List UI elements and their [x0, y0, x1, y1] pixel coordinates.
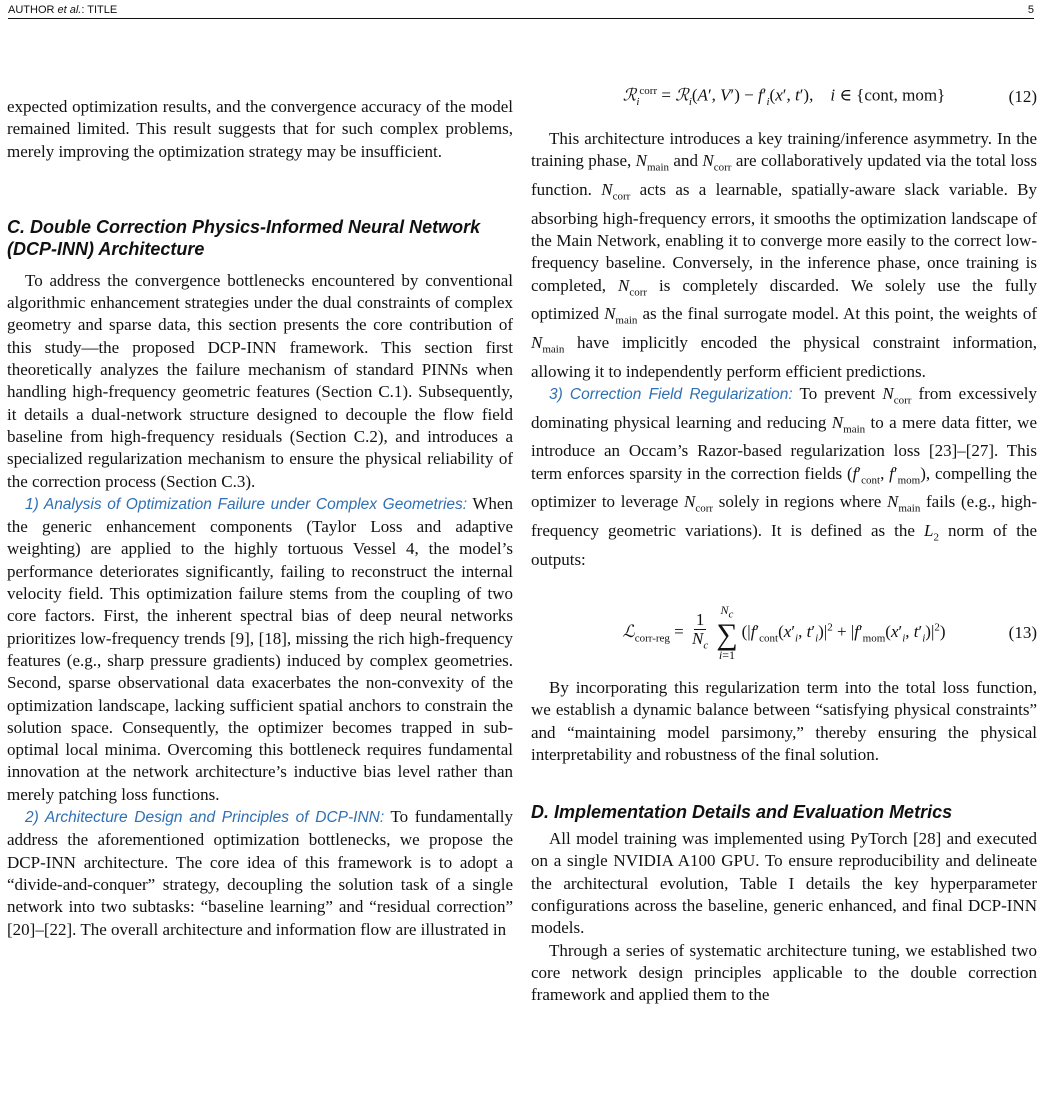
header-author-title — [8, 4, 117, 16]
paragraph-architecture-text: To fundamentally address the aforementioned optimization bottlenecks, we propose the DCP-INN architecture. The core idea of this framework is to adopt a “divide-and-conquer” strategy, decoupling the solution task of a single network into two subtasks: “baseline learning” and “residual correction” [20]–[22]. The overall architecture and information flow are illustrated in — [7, 807, 513, 939]
left-column — [7, 96, 513, 941]
paragraph-architecture — [7, 806, 513, 941]
subsection-title-2: 2) Architecture Design and Principles of DCP-INN: — [25, 809, 385, 827]
paragraph-analysis-text: When the generic enhancement components (Taylor Loss and adaptive weighting) are applied to the highly tortuous Vessel 4, the model’s performance deteriorates significantly, failing to reconstruct the internal velocity field. This optimization failure stems from the coupling of two core factors. First, the inherent spectral bias of deep neural networks prioritizes low-frequency trends [9], [18], missing the rich high-frequency features (e.g., sharp pressure gradients) induced by complex geometries. Second, sparse observational data exacerbates the non-convexity of the optimization landscape, lacking sufficient spatial anchors to constrain the solution space. Consequently, the optimizer becomes trapped in sub-optimal local minima. Overcoming this bottleneck requires fundamental innovation at the network architecture’s inductive bias level rather than merely patching loss functions. — [7, 493, 513, 804]
paragraph-balance: By incorporating this regularization term into the total loss function, we establish a dynamic balance between “satisfying physical constraints” and “maintaining model parsimony,” thereby ensuring the physical interpretability and robustness of the final solution. — [531, 677, 1037, 764]
header-etal: et al. — [57, 4, 82, 16]
paragraph-implementation: All model training was implemented using PyTorch [28] and executed on a single NVIDIA A100 GPU. To ensure reproducibility and delineate the architectural evolution, Table I details the key hyperparameter configurations across the baseline, generic enhanced, and final DCP-INN models. — [531, 829, 1037, 938]
page-number: 5 — [1027, 4, 1034, 16]
subsection-title-3: 3) Correction Field Regularization: — [549, 385, 793, 403]
paragraph-tuning: Through a series of systematic architecture tuning, we established two core network design principles applicable to the double correction framework and applied them to the — [531, 940, 1037, 1005]
equation-12-number: (12) — [1008, 87, 1037, 106]
subsection-title-1: 1) Analysis of Optimization Failure under Complex Geometries: — [25, 495, 468, 513]
header-title: : TITLE — [81, 4, 118, 16]
equation-12: ℛ$_i^{corr}$ = ℛ$_i$(A′, $V') - f'_i(x'$, t′), i ∈ {cont, mom} (12) — [622, 85, 1037, 109]
paragraph-regularization: 3) Correction Field Regularization: To prevent $N_{corr}$ from excessively dominating physical learning and reducing $N_{main}$ to a mere data fitter, we introduce an Occam’s Razor-based regularization loss [23]–[27]. This term enforces sparsity in the correction fields ($f'_{cont}$, $f'_{mom}$), compelling the optimizer to leverage $N_{corr}$ solely in regions where $N_{main}$ fails (e.g., high-frequency geometric variations). It is defined as the $L_2$ norm of the outputs: — [531, 383, 1038, 569]
header-author: AUTHOR — [8, 4, 58, 16]
paragraph-intro: To address the convergence bottlenecks encountered by conventional algorithmic enhancement strategies under the dual constraints of complex geometry and sparse data, this section presents the core contribution of this study—the proposed DCP-INN framework. This section first theoretically analyzes the failure mechanism of standard PINNs when handling high-frequency geometric features (Section C.1). Subsequently, it details a dual-network structure designed to decouple the flow field baseline from high-frequency residuals (Section C.2), and introduces a specialized regularization mechanism to ensure the physical reliability of the correction process (Section C.3). — [7, 270, 513, 491]
equation-13: ℒ$_{corr-reg}$ = $\frac{1}{N_c}$ $N_c$ ∑ i=1 ($|f'_{cont}(x'_i$, $t'_i)|^2 + |f'_{mom}(x'_i$, $t'_i)|^2$) (13) — [622, 602, 1037, 663]
equation-13-number: (13) — [1008, 622, 1037, 642]
paragraph-analysis — [7, 493, 513, 806]
paragraph-asymmetry: This architecture introduces a key training/inference asymmetry. In the training phase, $N_{main}$ and $N_{corr}$ are collaboratively updated via the total loss function. $N_{corr}$ acts as a learnable, spatially-aware slack variable. By absorbing high-frequency errors, it smooths the optimization landscape of the Main Network, enabling it to converge more easily to the correct low-frequency baseline. Conversely, in the inference phase, once training is completed, $N_{corr}$ is completely discarded. We solely use the fully optimized $N_{main}$ as the final surrogate model. At this point, the weights of $N_{main}$ have implicitly encoded the physical constraint information, allowing it to independently perform efficient predictions. — [531, 129, 1038, 381]
right-column — [531, 66, 1037, 1007]
section-heading-d: D. Implementation Details and Evaluation Metrics — [531, 802, 953, 823]
paragraph-continued: expected optimization results, and the convergence accuracy of the model remained limited. This result suggests that for such complex problems, merely improving the optimization strategy may be insufficient. — [7, 97, 513, 161]
section-heading-c: C. Double Correction Physics-Informed Neural Network (DCP-INN) Architecture — [7, 216, 481, 259]
running-header — [8, 4, 1034, 19]
equation-12-index-set: {cont, mom} — [856, 86, 946, 106]
